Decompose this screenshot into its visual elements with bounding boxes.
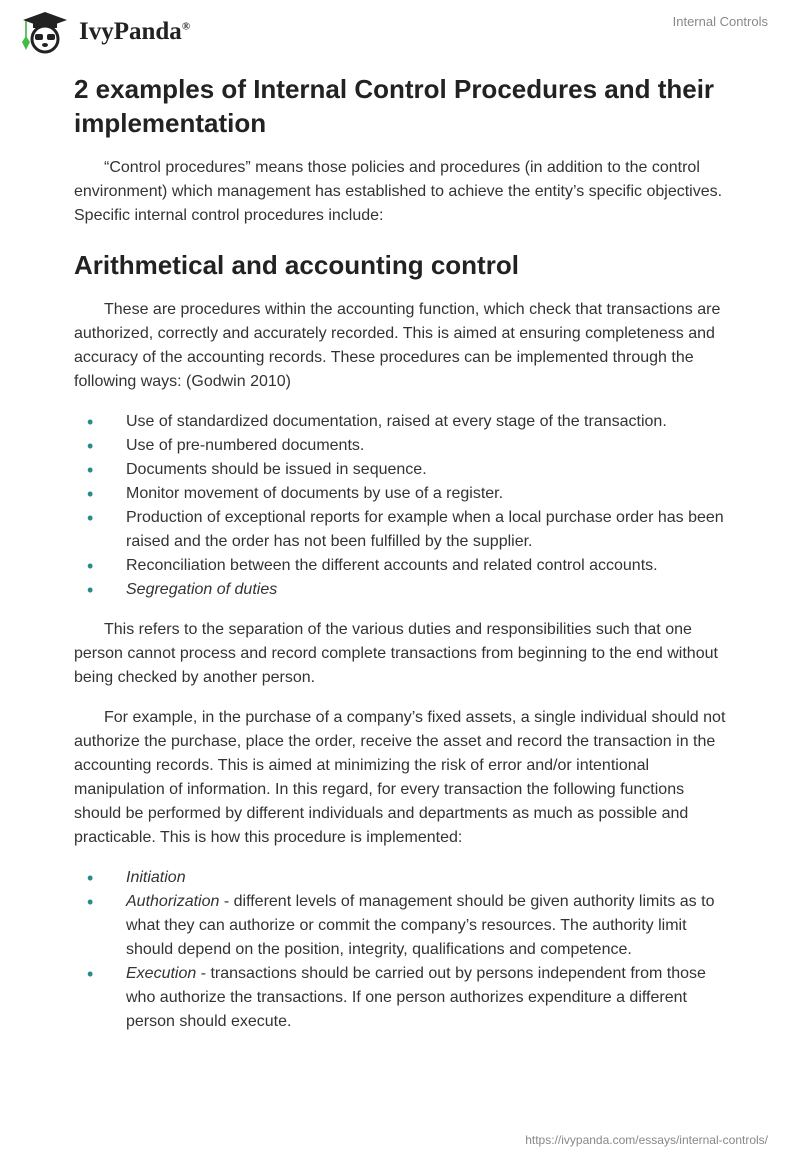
bullet-icon: •: [87, 892, 94, 912]
list-item: [74, 578, 730, 602]
header: [0, 0, 800, 60]
bullet-icon: •: [87, 964, 94, 984]
document-title: Internal Controls: [672, 14, 768, 29]
bullet-icon: •: [87, 436, 94, 456]
brand-name: IvyPanda: [79, 18, 182, 45]
intro-paragraph: “Control procedures” means those policies and procedures (in addition to the control environment) which management has established to achieve the entity’s specific objectives. Specific internal control procedures include:: [74, 159, 723, 224]
list-item: [74, 458, 730, 482]
list-item: [74, 410, 730, 434]
list-item-text: Production of exceptional reports for example when a local purchase order has been raised and the order has not been fulfilled by the supplier.: [126, 509, 724, 550]
list-item: [74, 482, 730, 506]
list-item-text: Monitor movement of documents by use of a register.: [126, 485, 504, 502]
list-item-term: Segregation of duties: [126, 581, 278, 598]
panda-logo-icon: [17, 10, 73, 54]
list-item: [74, 434, 730, 458]
registered-mark: ®: [181, 20, 191, 33]
controls-list: [74, 410, 730, 602]
list-item: [74, 554, 730, 578]
bullet-icon: •: [87, 508, 94, 528]
list-item-term: Initiation: [126, 869, 186, 886]
bullet-icon: •: [87, 412, 94, 432]
list-item: [74, 890, 730, 962]
article: [74, 72, 730, 1050]
bullet-icon: •: [87, 460, 94, 480]
list-item-term: Authorization: [126, 893, 220, 910]
list-item-text: - different levels of management should be given authority limits as to what they can authorize or commit the company’s resources. The authority limit should depend on the position, integrity, qualifications and competence.: [126, 893, 715, 958]
bullet-icon: •: [87, 580, 94, 600]
section-paragraph: These are procedures within the accounting function, which check that transactions are authorized, correctly and accurately recorded. This is aimed at ensuring completeness and accuracy of the accounting records. These procedures can be implemented through the following ways: (Godwin 2010): [74, 301, 721, 390]
source-url: https://ivypanda.com/essays/internal-controls/: [525, 1133, 768, 1147]
example-paragraph: For example, in the purchase of a company’s fixed assets, a single individual should not authorize the purchase, place the order, receive the asset and record the transaction in the accounting records. This is aimed at minimizing the risk of error and/or intentional manipulation of information. In this regard, for every transaction the following functions should be performed by different individuals and departments as much as possible and practicable. This is how this procedure is implemented:: [74, 709, 726, 846]
segregation-paragraph: This refers to the separation of the various duties and responsibilities such that one person cannot process and record complete transactions from beginning to the end without being checked by another person.: [74, 621, 718, 686]
bullet-icon: •: [87, 556, 94, 576]
section-heading: Arithmetical and accounting control: [74, 250, 519, 280]
list-item: [74, 962, 730, 1034]
list-item-text: Documents should be issued in sequence.: [126, 461, 427, 478]
logo[interactable]: [17, 10, 190, 54]
list-item-term: Execution: [126, 965, 197, 982]
list-item-text: Use of standardized documentation, raised at every stage of the transaction.: [126, 413, 667, 430]
functions-list: [74, 866, 730, 1034]
list-item-text: - transactions should be carried out by persons independent from those who authorize the transactions. If one person authorizes expenditure a different person should execute.: [126, 965, 706, 1030]
list-item-text: Use of pre-numbered documents.: [126, 437, 365, 454]
bullet-icon: •: [87, 868, 94, 888]
list-item: [74, 506, 730, 554]
bullet-icon: •: [87, 484, 94, 504]
page-title: 2 examples of Internal Control Procedures and their implementation: [74, 74, 715, 138]
list-item-text: Reconciliation between the different accounts and related control accounts.: [126, 557, 658, 574]
list-item: [74, 866, 730, 890]
